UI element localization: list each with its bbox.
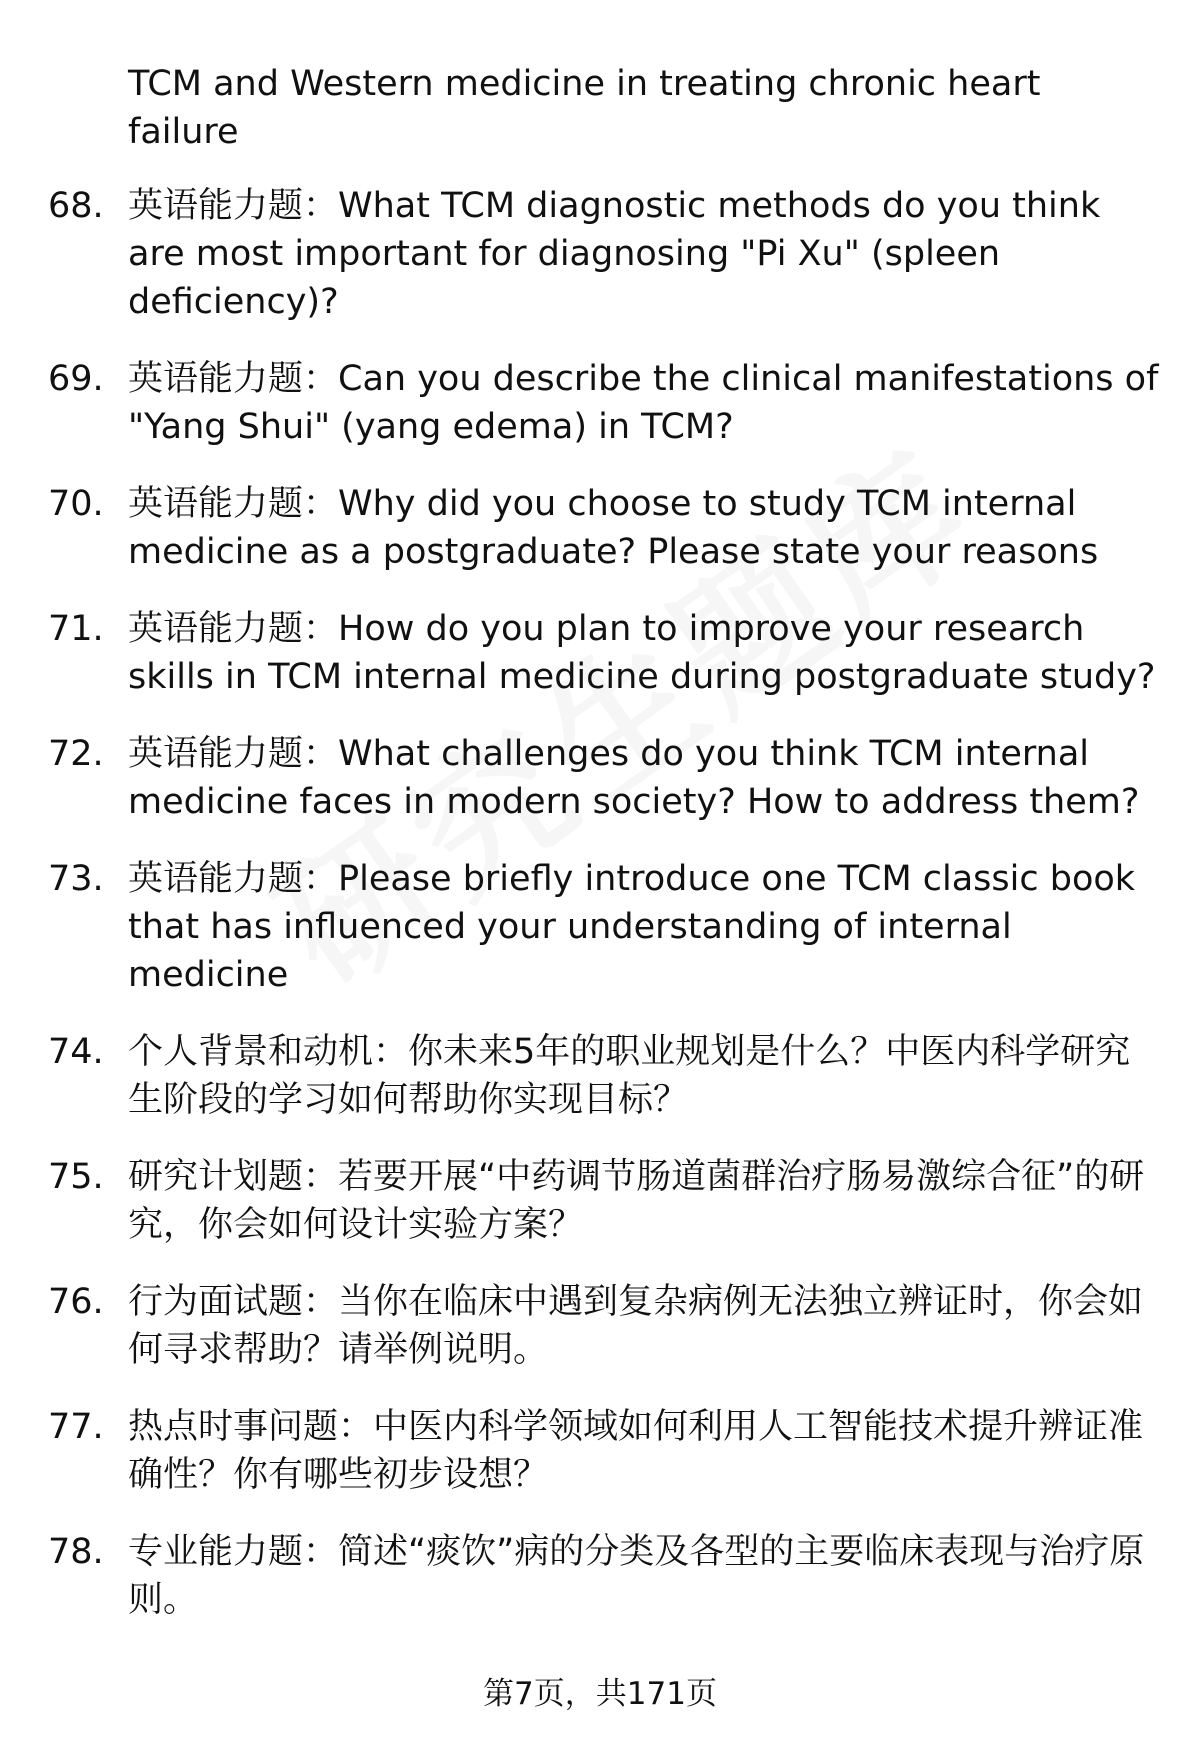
question-item: [0, 1528, 1200, 1624]
page-footer: 第7页，共171页: [483, 1676, 717, 1712]
question-text: 热点时事问题：中医内科学领域如何利用人工智能技术提升辨证准确性？你有哪些初步设想？: [128, 1407, 1144, 1495]
question-text: 英语能力题：Can you describe the clinical manifestations of "Yang Shui" (yang edema) in TCM?: [128, 359, 1159, 447]
document-body: [0, 60, 1200, 1653]
question-text: 行为面试题：当你在临床中遇到复杂病例无法独立辨证时，你会如何寻求帮助？请举例说明。: [128, 1282, 1144, 1370]
question-number: 76.: [48, 1282, 104, 1322]
question-text: 研究计划题：若要开展“中药调节肠道菌群治疗肠易激综合征”的研究，你会如何设计实验方案？: [128, 1157, 1145, 1245]
question-text: 专业能力题：简述“痰饮”病的分类及各型的主要临床表现与治疗原则。: [128, 1532, 1145, 1620]
question-item: [0, 182, 1200, 326]
question-number: 78.: [48, 1532, 104, 1572]
question-item: [0, 355, 1200, 451]
question-list: [0, 182, 1200, 1624]
question-text: 个人背景和动机：你未来5年的职业规划是什么？中医内科学研究生阶段的学习如何帮助你实现目标？: [128, 1032, 1131, 1120]
question-number: 73.: [48, 859, 104, 899]
question-text: 英语能力题：Why did you choose to study TCM internal medicine as a postgraduate? Please state your reasons: [128, 484, 1099, 572]
question-text: 英语能力题：Please briefly introduce one TCM classic book that has influenced your understanding of internal medicine: [128, 859, 1136, 995]
question-number: 75.: [48, 1157, 104, 1197]
question-number: 74.: [48, 1032, 104, 1072]
question-text: 英语能力题：What TCM diagnostic methods do you think are most important for diagnosing "Pi Xu" (spleen deficiency)?: [128, 186, 1101, 322]
question-text: 英语能力题：How do you plan to improve your research skills in TCM internal medicine during postgraduate study?: [128, 609, 1156, 697]
question-item: [0, 480, 1200, 576]
question-number: 71.: [48, 609, 104, 649]
question-item: [0, 1278, 1200, 1374]
question-item: [0, 605, 1200, 701]
question-number: 72.: [48, 734, 104, 774]
question-item: [0, 1153, 1200, 1249]
question-number: 77.: [48, 1407, 104, 1447]
question-text: 英语能力题：What challenges do you think TCM internal medicine faces in modern society? How to address them?: [128, 734, 1140, 822]
question-item: [0, 730, 1200, 826]
question-number: 70.: [48, 484, 104, 524]
question-item: [0, 855, 1200, 999]
question-number: 68.: [48, 186, 104, 226]
question-item: [0, 1028, 1200, 1124]
question-item: [0, 1403, 1200, 1499]
continuation-text: TCM and Western medicine in treating chronic heart failure: [128, 64, 1041, 152]
question-number: 69.: [48, 359, 104, 399]
